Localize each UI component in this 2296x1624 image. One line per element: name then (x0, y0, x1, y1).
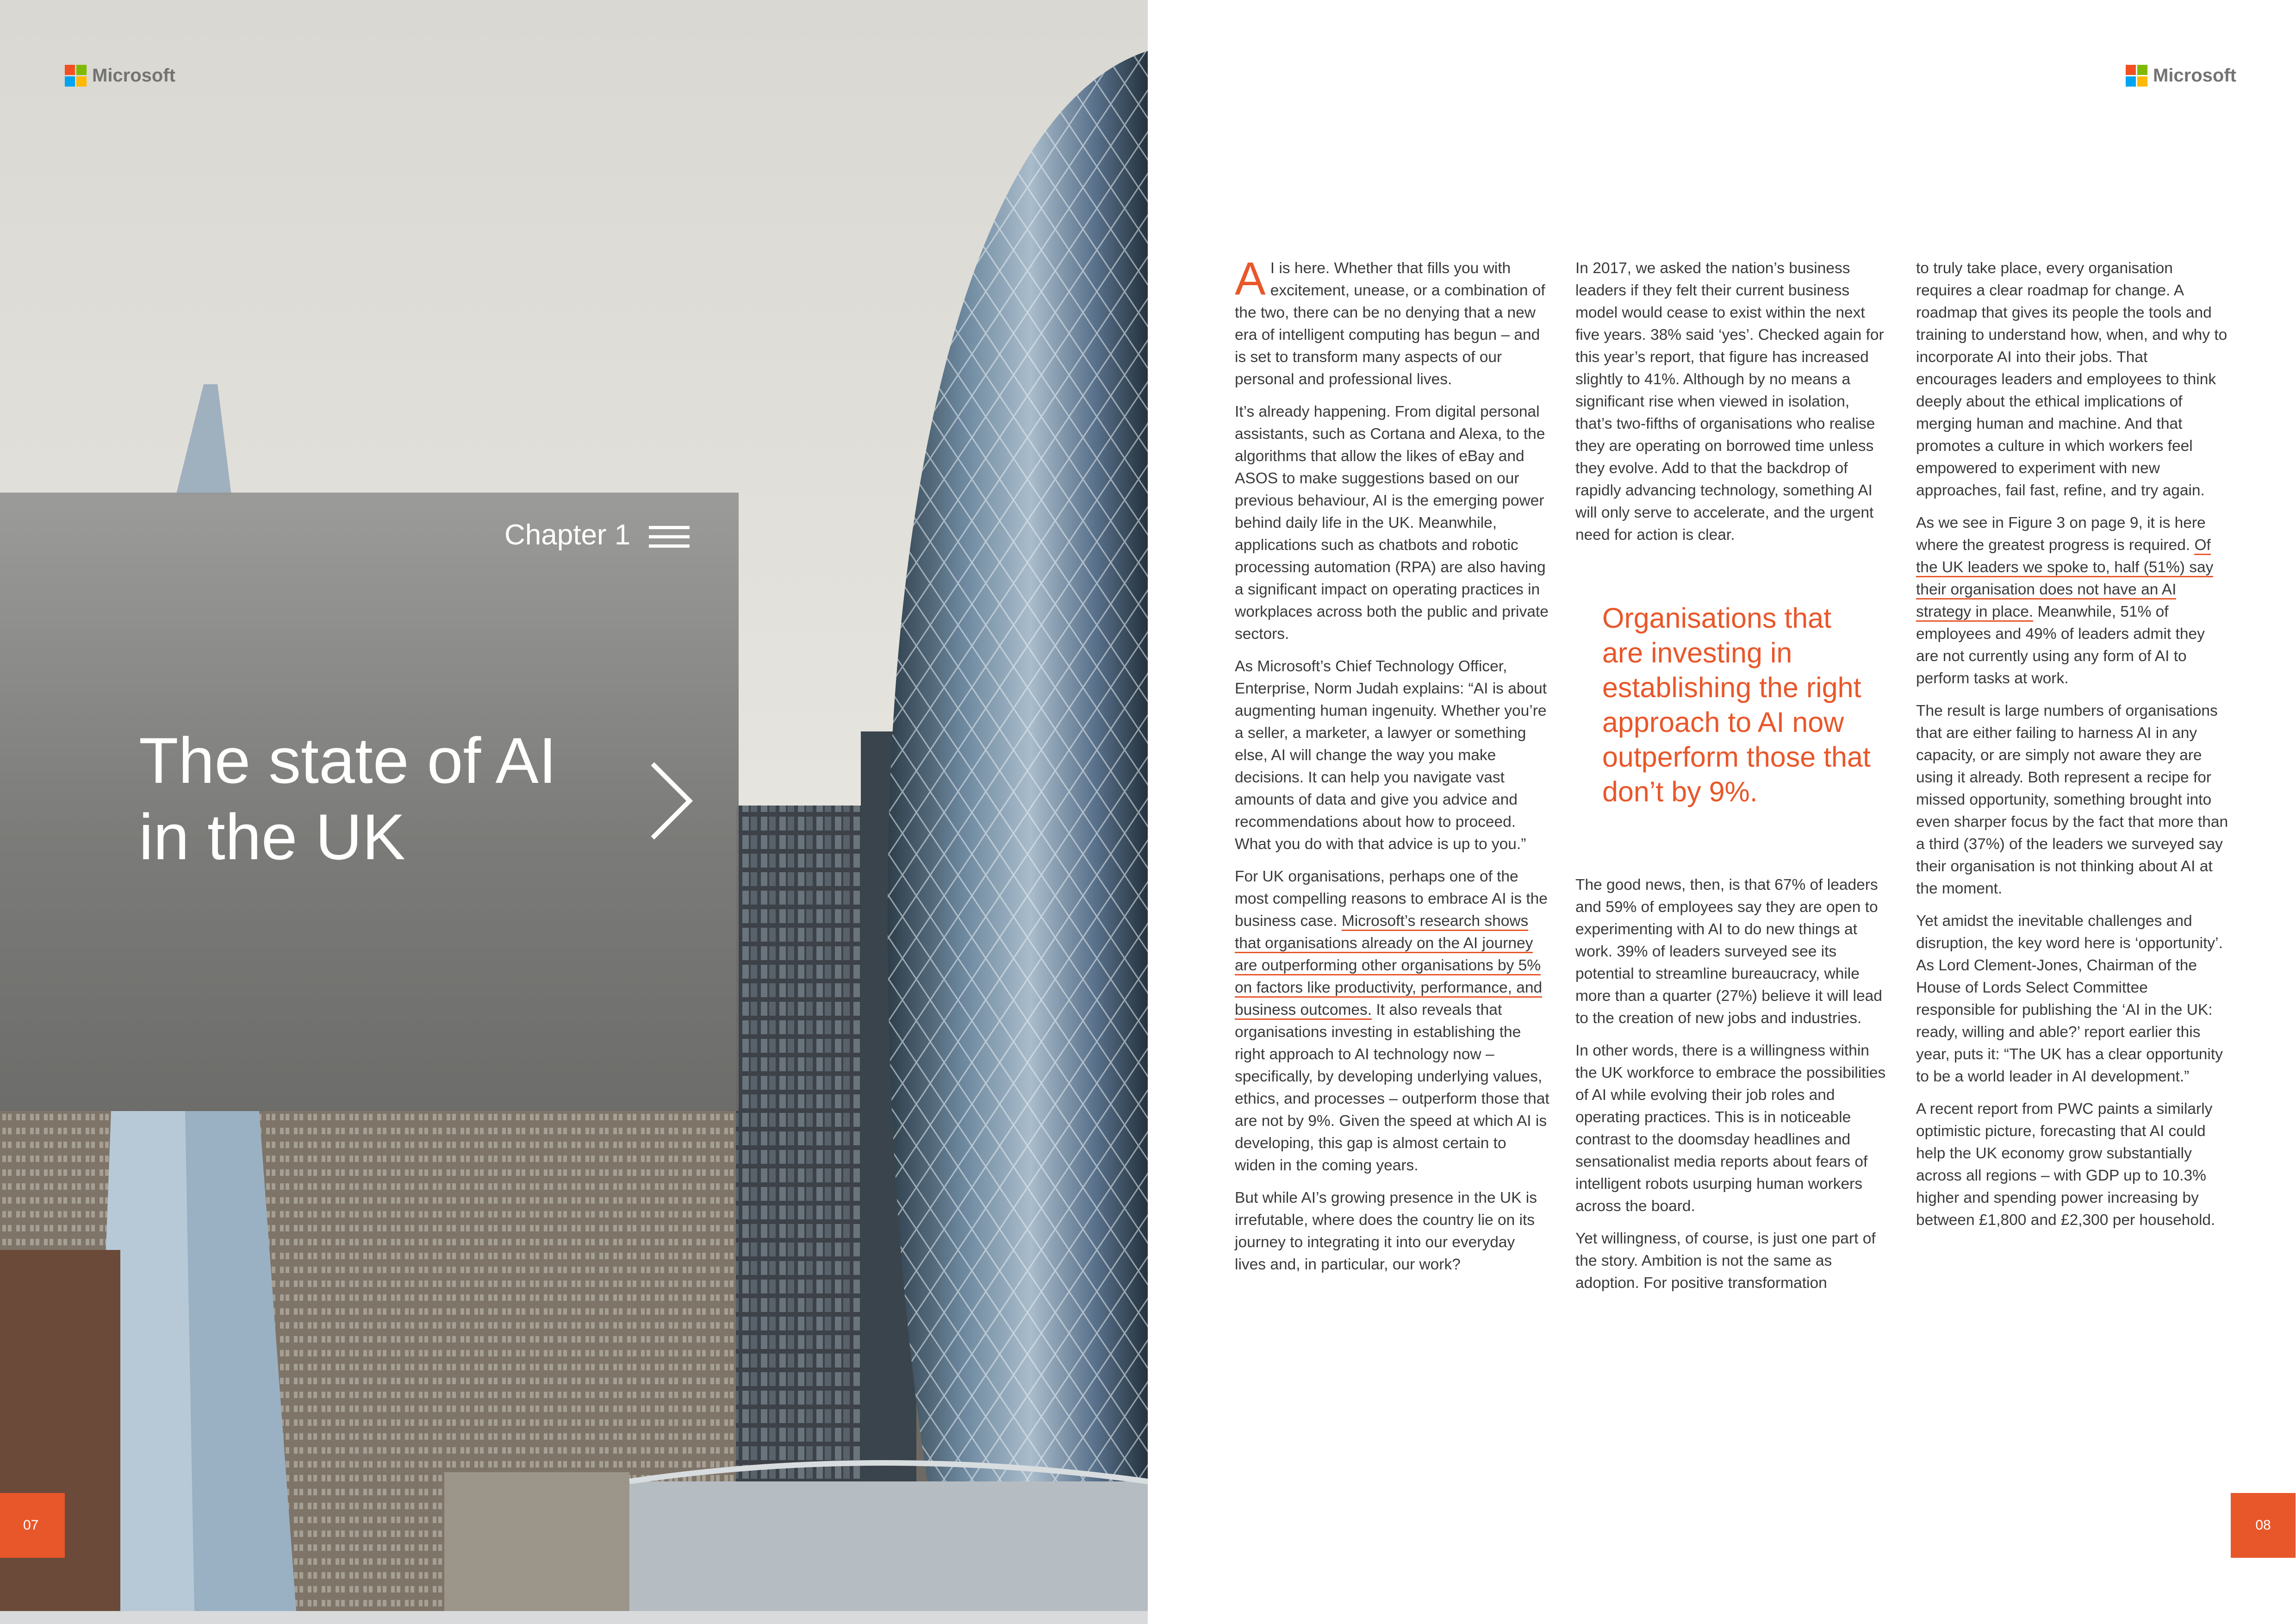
paragraph-text: Meanwhile, 51% of employees and 49% of leaders admit they are not currently using any form of AI to perform tasks at work. (1916, 603, 2205, 687)
text-column-3 (1916, 257, 2231, 1242)
drop-cap: A (1235, 253, 1266, 305)
paragraph: Yet amidst the inevitable challenges and disruption, the key word here is ‘opportunity’. As Lord Clement-Jones, Chairman of the House of Lords Select Committee responsible for publishing the ‘AI in the UK: ready, willing and able?’ report earlier this year, puts it: “The UK has a clear opportunity to be a world leader in AI development.” (1916, 912, 2223, 1085)
underlined-strategy-link[interactable]: Of the UK leaders we spoke to, half (51%) say their organisation does not have an AI strategy in place. (1916, 537, 2213, 622)
text-column-2-continued (1575, 874, 1890, 1305)
paragraph: A recent report from PWC paints a similarly optimistic picture, forecasting that AI could help the UK economy grow substantially across all regions – with GDP up to 10.3% higher and spending power increasing by between £1,800 and £2,300 per household. (1916, 1100, 2215, 1229)
paragraph-text: For UK organisations, perhaps one of the most compelling reasons to embrace AI is the business case. (1235, 868, 1548, 930)
bottom-strip (0, 1611, 1148, 1624)
title-line-2: in the UK (139, 800, 405, 873)
title-line-1: The state of AI (139, 724, 557, 797)
microsoft-logo-icon (65, 65, 87, 87)
microsoft-logo-icon (2126, 65, 2147, 87)
paragraph-text: As we see in Figure 3 on page 9, it is here where the greatest progress is required. (1916, 514, 2206, 554)
page-number-left: 07 (0, 1493, 65, 1558)
paragraph: The result is large numbers of organisations that are either failing to harness AI in any capacity, or are simply not aware they are using it already. Both represent a recipe for missed opportunity, something brought into even sharper focus by the fact that more than a third (37%) of the leaders we surveyed say their organisation is not thinking about AI at the moment. (1916, 702, 2228, 897)
pull-quote: Organisations that are investing in establishing the right approach to AI now outperform those that don’t by 9%. (1602, 602, 1871, 807)
menu-icon[interactable] (649, 526, 690, 549)
paragraph: As Microsoft’s Chief Technology Officer, Enterprise, Norm Judah explains: “AI is about augmenting human ingenuity. Whether you’re a seller, a marketer, a lawyer or something else, AI will change the way you make decisions. It can help you navigate vast amounts of data and give you advice and recommendations about how to proceed. What you do with that advice is up to you.” (1235, 658, 1547, 853)
paragraph: In 2017, we asked the nation’s business leaders if they felt their current business model would cease to exist within the next five years. 38% said ‘yes’. Checked again for this year’s report, that figure has increased slightly to 41%. Although by no means a significant rise when viewed in isolation, that’s two-fifths of organisations who realise they are operating on borrowed time unless they evolve. Add to that the backdrop of rapidly advancing technology, something AI will only serve to accelerate, and the urgent need for action is clear. (1575, 260, 1884, 543)
text-column-2 (1575, 257, 1890, 556)
underlined-research-link[interactable]: Microsoft’s research shows that organisations already on the AI journey are outperforming other organisations by 5% on factors like productivity, performance, and business outcomes. (1235, 912, 1542, 1020)
page-number-right: 08 (2231, 1493, 2296, 1558)
microsoft-wordmark: Microsoft (92, 65, 175, 86)
microsoft-wordmark: Microsoft (2153, 65, 2236, 86)
paragraph-text: It also reveals that organisations investing in establishing the right approach to AI technology now – specifically, by developing underlying values, ethics, and processes – outperform those that are not by 9%. Given the speed at which AI is developing, this gap is almost certain to widen in the coming years. (1235, 1001, 1549, 1174)
paragraph (1235, 866, 1549, 1177)
paragraph: It’s already happening. From digital personal assistants, such as Cortana and Alexa, to the algorithms that allow the likes of eBay and ASOS to make suggestions based on our previous behaviour, AI is the emerging power behind daily life in the UK. Meanwhile, applications such as chatbots and robotic processing automation (RPA) are also having a significant impact on operating practices in workplaces across both the public and private sectors. (1235, 403, 1549, 643)
paragraph (1235, 253, 1549, 391)
paragraph (1916, 512, 2231, 690)
text-column-1 (1235, 253, 1549, 1286)
paragraph: In other words, there is a willingness within the UK workforce to embrace the possibilities of AI while evolving their job roles and operating practices. This is in noticeable contrast to the doomsday headlines and sensationalist media reports about fears of intelligent robots usurping human workers across the board. (1575, 1042, 1886, 1215)
chapter-title (139, 722, 602, 875)
chevron-right-icon[interactable] (643, 759, 699, 843)
paragraph: The good news, then, is that 67% of leaders and 59% of employees say they are open to experimenting with AI to do new things at work. 39% of leaders surveyed see its potential to streamline bureaucracy, while more than a quarter (27%) believe it will lead to the creation of new jobs and industries. (1575, 876, 1882, 1027)
paragraph: But while AI’s growing presence in the UK is irrefutable, where does the country lie on its journey to integrating it into our everyday lives and, in particular, our work? (1235, 1189, 1537, 1273)
microsoft-logo (65, 65, 175, 87)
paragraph: Yet willingness, of course, is just one part of the story. Ambition is not the same as adoption. For positive transformation (1575, 1230, 1876, 1292)
microsoft-logo (2126, 65, 2236, 87)
paragraph-text: I is here. Whether that fills you with excitement, unease, or a combination of the two, there can be no denying that a new era of intelligent computing has begun – and is set to transform many aspects of our personal and professional lives. (1235, 260, 1545, 388)
paragraph: to truly take place, every organisation requires a clear roadmap for change. A roadmap that gives its people the tools and training to understand how, when, and why to incorporate AI into their jobs. That encourages leaders and employees to think deeply about the ethical implications of merging human and machine. And that promotes a culture in which workers feel empowered to experiment with new approaches, fail fast, refine, and try again. (1916, 260, 2228, 499)
chapter-label: Chapter 1 (504, 519, 631, 551)
